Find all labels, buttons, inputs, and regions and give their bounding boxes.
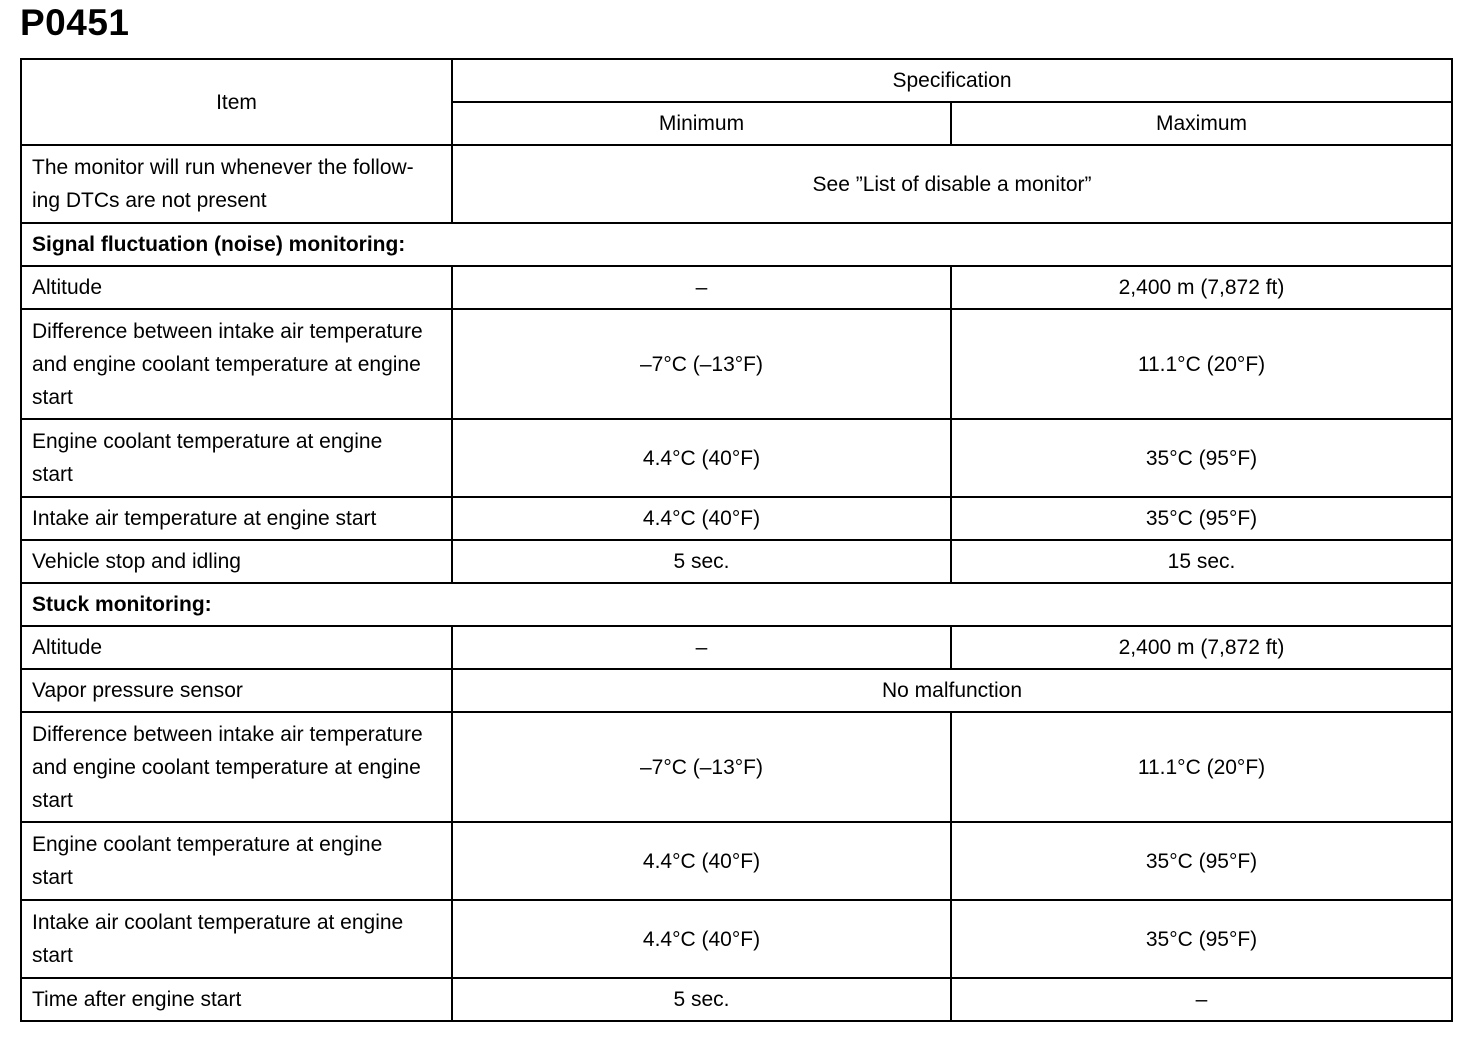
spec-span-cell: See ”List of disable a monitor”	[452, 145, 1452, 223]
table-row	[21, 669, 1452, 712]
header-minimum: Minimum	[452, 102, 951, 145]
item-cell	[21, 540, 452, 583]
min-cell: 4.4°C (40°F)	[452, 822, 951, 900]
item-line: Vapor pressure sensor	[32, 679, 243, 702]
item-line: start	[32, 385, 73, 409]
item-line: and engine coolant temperature at engine	[32, 755, 421, 779]
min-cell: 4.4°C (40°F)	[452, 419, 951, 497]
max-cell: 35°C (95°F)	[951, 900, 1452, 978]
item-cell	[21, 626, 452, 669]
item-cell	[21, 497, 452, 540]
min-cell: –7°C (–13°F)	[452, 712, 951, 822]
table-row	[21, 266, 1452, 309]
max-cell: 35°C (95°F)	[951, 419, 1452, 497]
item-cell	[21, 712, 452, 822]
table-row	[21, 145, 1452, 223]
item-line: Intake air temperature at engine start	[32, 507, 377, 530]
table-body	[21, 145, 1452, 1021]
table-row	[21, 540, 1452, 583]
min-cell: 5 sec.	[452, 978, 951, 1021]
section-heading: Signal fluctuation (noise) monitoring:	[21, 223, 1452, 266]
min-cell: 4.4°C (40°F)	[452, 497, 951, 540]
item-cell	[21, 822, 452, 900]
max-cell: 11.1°C (20°F)	[951, 309, 1452, 419]
item-line: start	[32, 788, 73, 812]
item-line: ing DTCs are not present	[32, 189, 267, 212]
header-maximum: Maximum	[951, 102, 1452, 145]
item-line: Intake air coolant temperature at engine	[32, 911, 404, 934]
item-cell	[21, 900, 452, 978]
section-row	[21, 583, 1452, 626]
max-cell: –	[951, 978, 1452, 1021]
header-specification: Specification	[452, 59, 1452, 102]
table-header	[21, 59, 1452, 145]
max-cell: 35°C (95°F)	[951, 497, 1452, 540]
max-cell: 15 sec.	[951, 540, 1452, 583]
table-row	[21, 712, 1452, 822]
item-line: Altitude	[32, 276, 103, 299]
item-cell	[21, 145, 452, 223]
item-cell	[21, 309, 452, 419]
table-row	[21, 419, 1452, 497]
max-cell: 2,400 m (7,872 ft)	[951, 626, 1452, 669]
item-cell	[21, 978, 452, 1021]
item-cell	[21, 419, 452, 497]
min-cell: 4.4°C (40°F)	[452, 900, 951, 978]
item-line: start	[32, 944, 73, 967]
table-row	[21, 822, 1452, 900]
item-line: The monitor will run whenever the follow-	[32, 156, 414, 179]
min-cell: –	[452, 626, 951, 669]
item-cell	[21, 669, 452, 712]
table-row	[21, 309, 1452, 419]
item-line: start	[32, 463, 73, 486]
max-cell: 35°C (95°F)	[951, 822, 1452, 900]
item-cell	[21, 266, 452, 309]
item-line: Engine coolant temperature at engine	[32, 833, 383, 856]
item-line: start	[32, 866, 73, 889]
section-heading: Stuck monitoring:	[21, 583, 1452, 626]
table-row	[21, 497, 1452, 540]
page-title: P0451	[20, 2, 130, 43]
header-item: Item	[21, 59, 452, 145]
table-row	[21, 900, 1452, 978]
spec-span-cell: No malfunction	[452, 669, 1452, 712]
min-cell: –7°C (–13°F)	[452, 309, 951, 419]
min-cell: –	[452, 266, 951, 309]
item-line: and engine coolant temperature at engine	[32, 352, 421, 376]
item-line: Difference between intake air temperature	[32, 722, 423, 746]
item-line: Vehicle stop and idling	[32, 550, 241, 573]
max-cell: 11.1°C (20°F)	[951, 712, 1452, 822]
section-row	[21, 223, 1452, 266]
item-line: Time after engine start	[32, 988, 242, 1011]
table-row	[21, 626, 1452, 669]
item-line: Altitude	[32, 636, 103, 659]
item-line: Difference between intake air temperature	[32, 319, 423, 343]
table-row	[21, 978, 1452, 1021]
specification-table	[20, 58, 1453, 1022]
item-line: Engine coolant temperature at engine	[32, 430, 383, 453]
min-cell: 5 sec.	[452, 540, 951, 583]
max-cell: 2,400 m (7,872 ft)	[951, 266, 1452, 309]
